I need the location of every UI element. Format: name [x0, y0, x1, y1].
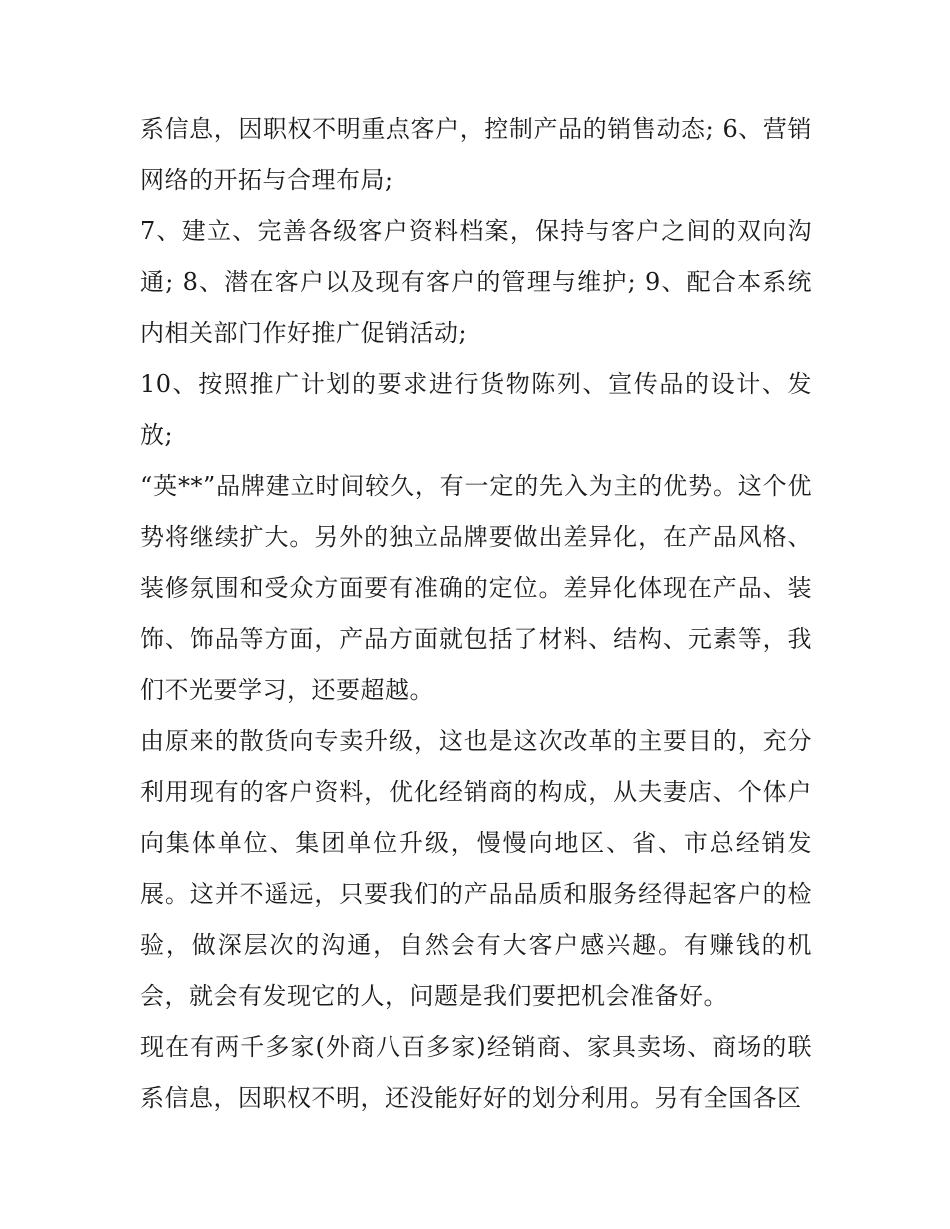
paragraph-6: 现在有两千多家(外商八百多家)经销商、家具卖场、商场的联系信息，因职权不明，还没能好好的划分利用。另有全国各区	[140, 1033, 812, 1112]
paragraph-5: 由原来的散货向专卖升级，这也是这次改革的主要目的，充分利用现有的客户资料，优化经销商的构成，从夫妻店、个体户向集体单位、集团单位升级，慢慢向地区、省、市总经销发展。这并不遥远，只要我们的产品品质和服务经得起客户的检验，做深层次的沟通，自然会有大客户感兴趣。有赚钱的机会，就会有发现它的人，问题是我们要把机会准备好。	[140, 727, 812, 1010]
paragraph-1: 系信息，因职权不明重点客户，控制产品的销售动态; 6、营销网络的开拓与合理布局;	[140, 115, 812, 194]
document-body	[140, 104, 812, 1124]
paragraph-4: “英**”品牌建立时间较久，有一定的先入为主的优势。这个优势将继续扩大。另外的独立品牌要做出差异化，在产品风格、装修氛围和受众方面要有准确的定位。差异化体现在产品、装饰、饰品等方面，产品方面就包括了材料、结构、元素等，我们不光要学习，还要超越。	[140, 472, 812, 704]
paragraph-2: 7、建立、完善各级客户资料档案，保持与客户之间的双向沟通; 8、潜在客户以及现有客户的管理与维护; 9、配合本系统内相关部门作好推广促销活动;	[140, 217, 812, 347]
paragraph-3: 10、按照推广计划的要求进行货物陈列、宣传品的设计、发放;	[140, 370, 812, 449]
